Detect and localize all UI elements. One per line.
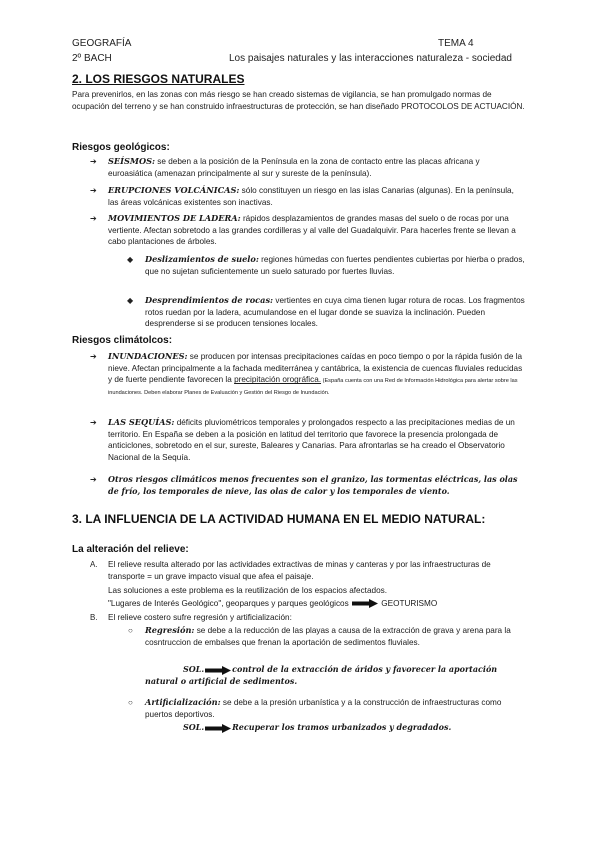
alteracion-b-line1: El relieve costero sufre regresión y artificialización: <box>108 613 292 622</box>
arrow-bullet-icon: ➔ <box>90 475 97 484</box>
sequias-item: LAS SEQUÍAS: déficits pluviométricos temporales y prolongados respecto a las precipitaciones medias de un territorio. En España se deben a la posición en latitud del territorio que favorece la presencia prolongada de anticiclones, sobretodo en el sur, sureste, Baleares y Canarias. Para afrontarlas se ha creado el Observatorio Nacional de la Sequía. <box>108 417 515 463</box>
header-subject: GEOGRAFÍA <box>72 38 132 49</box>
list-marker-b: B. <box>90 613 98 622</box>
alteracion-a-line2: Las soluciones a este problema es la reutilización de los espacios afectados. <box>108 586 387 595</box>
diamond-bullet-icon: ◆ <box>127 255 134 264</box>
arrow-bullet-icon: ➔ <box>90 214 97 223</box>
alteracion-heading: La alteración del relieve: <box>72 544 189 555</box>
circle-bullet-icon: ○ <box>128 626 133 635</box>
arrow-bullet-icon: ➔ <box>90 186 97 195</box>
inundaciones-item: INUNDACIONES: se producen por intensas precipitaciones caídas en poco tiempo o por la rápida fusión de la nieve. Afectan principalmente a la fachada mediterránea y cantábrica, la existencia de cuencas fluviales reducidas y de fuerte pendiente favorecen la precipitación orográfica. (España cuenta con una Red de Información Hidrológica para alertar sobre las inundaciones. Deben elaborar Planes de Evaluación y Gestión del Riesgo de Inundación. <box>108 351 523 397</box>
movimientos-ladera-item: MOVIMIENTOS DE LADERA: rápidos desplazamientos de grandes masas del suelo o de rocas por una vertiente. Afectan sobretodo a las grandes cordilleras y al valle del Guadalquivir. Para hacerles frente se llevan a cabo plantaciones de árboles. <box>108 213 516 247</box>
right-arrow-icon <box>205 666 231 675</box>
geologicos-heading: Riesgos geológicos: <box>72 142 170 153</box>
erupciones-item: ERUPCIONES VOLCÁNICAS: sólo constituyen un riesgo en las islas Canarias (algunas). En la península, las áreas volcánicas existentes son inactivas. <box>108 185 514 207</box>
artificializacion-item: Artificialización: se debe a la presión urbanística y a la construcción de infraestructuras como puertos deportivos. <box>145 697 502 719</box>
section2-heading: 2. LOS RIESGOS NATURALES <box>72 72 245 86</box>
climaticos-heading: Riesgos climátolcos: <box>72 335 173 346</box>
arrow-bullet-icon: ➔ <box>90 157 97 166</box>
section3-heading: 3. LA INFLUENCIA DE LA ACTIVIDAD HUMANA EN EL MEDIO NATURAL: <box>72 512 486 526</box>
list-marker-a: A. <box>90 560 98 569</box>
deslizamientos-item: Deslizamientos de suelo: regiones húmedas con fuertes pendientes cubiertas por hierba o prados, que no sujetan suficientemente un suelo saturado por fuertes lluvias. <box>145 254 525 276</box>
right-arrow-icon <box>352 599 378 608</box>
right-arrow-icon <box>205 724 231 733</box>
regresion-item: Regresión: se debe a la reducción de las playas a causa de la extracción de grava y arena para la cosntruccion de embalses que frenan la aportación de sedimentos fluviales. <box>145 625 511 647</box>
header-title: Los paisajes naturales y las interacciones naturaleza - sociedad <box>229 53 512 64</box>
alteracion-a-line3: "Lugares de Interés Geológico", geoparques y parques geológicos GEOTURISMO <box>108 599 438 608</box>
otros-riesgos-item: Otros riesgos climáticos menos frecuentes son el granizo, las tormentas eléctricas, las olas de frío, los temporales de nieve, las olas de calor y los temporales de viento. <box>108 474 518 496</box>
artificializacion-solution: SOL. Recuperar los tramos urbanizados y degradados. <box>183 722 452 732</box>
seismos-item: SEÍSMOS: se deben a la posición de la Península en la zona de contacto entre las placas africana y euroasiática (amenazan principalmente al sur y sureste de la península). <box>108 156 480 178</box>
regresion-solution: SOL. control de la extracción de áridos y favorecer la aportación natural o artificial de sedimentos. <box>145 664 498 686</box>
geoturismo-label: GEOTURISMO <box>381 599 438 608</box>
desprendimientos-item: Desprendimientos de rocas: vertientes en cuya cima tienen lugar rotura de rocas. Los fragmentos rotos ruedan por la ladera, acumulandose en el lugar donde se suaviza la inclinación. Pueden desprenderse si se producen tensiones locales. <box>145 295 525 329</box>
alteracion-a-line1: El relieve resulta alterado por las actividades extractivas de minas y canteras y por las infraestructuras de transporte = un grave impacto visual que afea el paisaje. <box>108 560 491 581</box>
diamond-bullet-icon: ◆ <box>127 296 134 305</box>
section2-intro: Para prevenirlos, en las zonas con más riesgo se han creado sistemas de vigilancia, se han promulgado normas de ocupación del terreno y se han construido infraestructuras de protección, se han diseñado PROTOCOLOS DE ACTUACIÓN. <box>72 90 525 111</box>
circle-bullet-icon: ○ <box>128 698 133 707</box>
arrow-bullet-icon: ➔ <box>90 418 97 427</box>
arrow-bullet-icon: ➔ <box>90 352 97 361</box>
header-course: 2º BACH <box>72 53 112 64</box>
header-topic: TEMA 4 <box>438 38 474 49</box>
